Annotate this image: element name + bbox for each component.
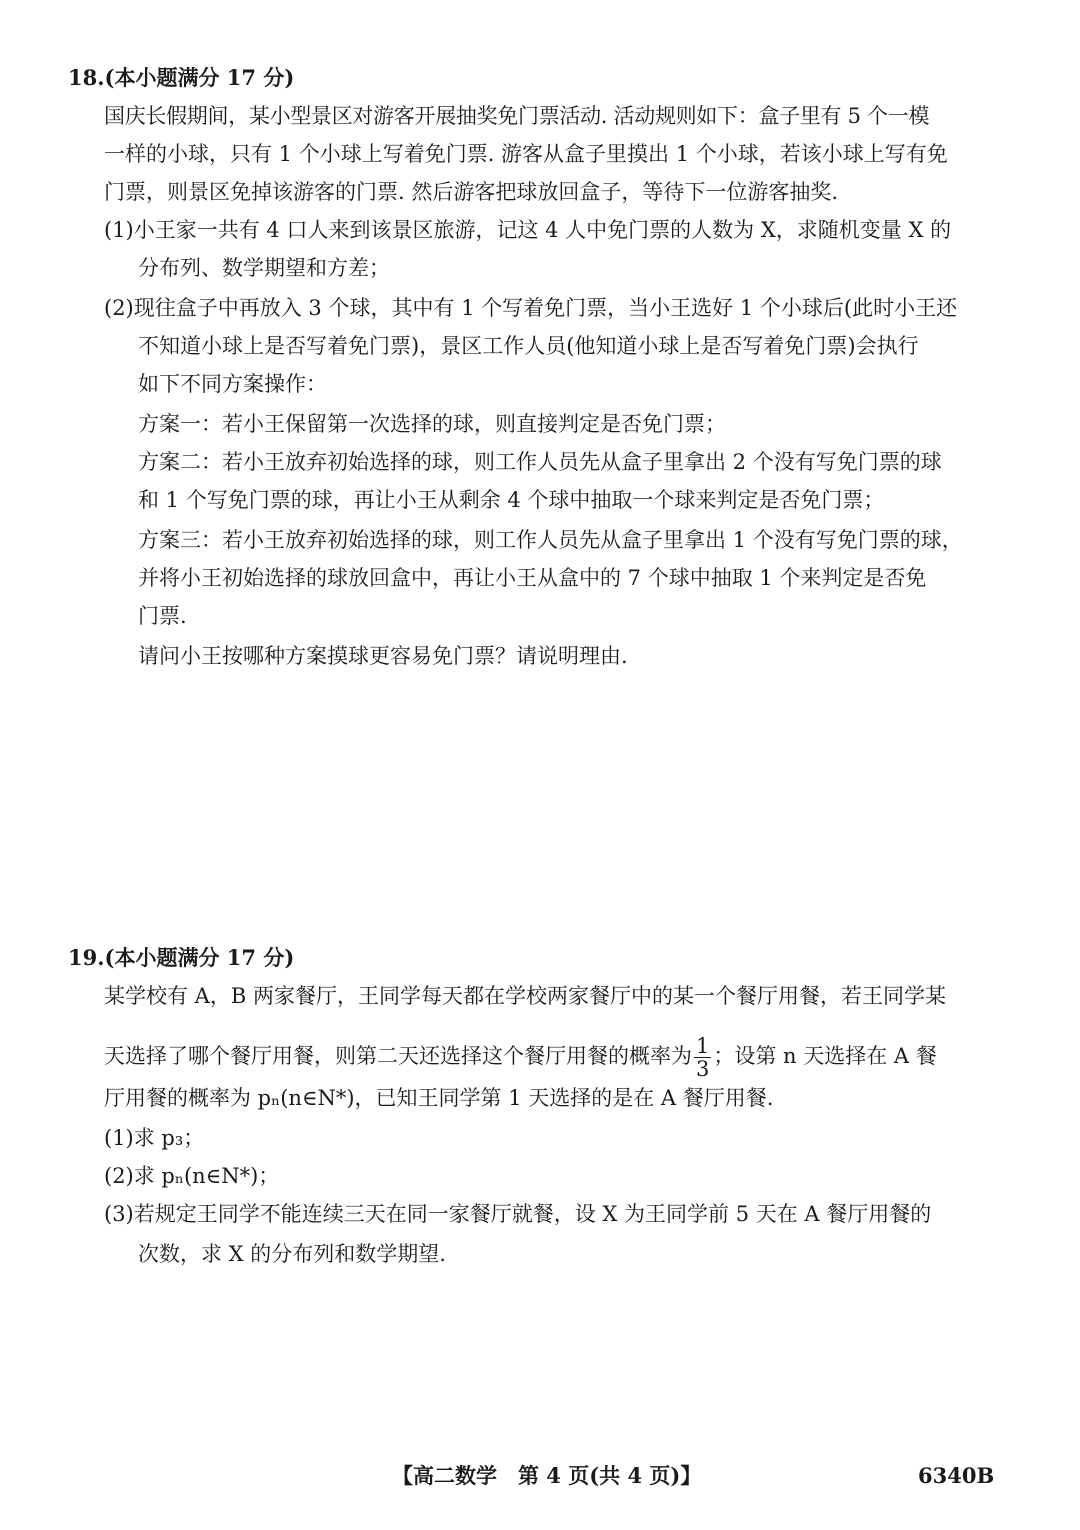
q19-line-3: 厅用餐的概率为 pₙ(n∈N*)，已知王同学第 1 天选择的是在 A 餐厅用餐. bbox=[104, 1086, 774, 1110]
q18-line-3: 门票，则景区免掉该游客的门票. 然后游客把球放回盒子，等待下一位游客抽奖. bbox=[104, 180, 839, 204]
fraction-numerator: 1 bbox=[696, 1034, 710, 1058]
q19-line-2-post: ；设第 n 天选择在 A 餐 bbox=[713, 1044, 937, 1068]
q18-question: 请问小王按哪种方案摸球更容易免门票？请说明理由. bbox=[138, 644, 628, 668]
q19-line-2 bbox=[104, 1032, 937, 1080]
q19-header: 19.(本小题满分 17 分) bbox=[68, 945, 295, 970]
q18-part1-line-1: (1)小王家一共有 4 口人来到该景区旅游，记这 4 人中免门票的人数为 X，求随机变量 X 的 bbox=[104, 218, 952, 242]
q19-line-2-pre: 天选择了哪个餐厅用餐，则第二天还选择这个餐厅用餐的概率为 bbox=[104, 1044, 692, 1068]
q18-plan-3-line-2: 并将小王初始选择的球放回盒中，再让小王从盒中的 7 个球中抽取 1 个来判定是否免 bbox=[138, 566, 927, 590]
q18-header: 18.(本小题满分 17 分) bbox=[68, 65, 295, 90]
q19-part2: (2)求 pₙ(n∈N*)； bbox=[104, 1164, 280, 1188]
page-footer: 【高二数学 第 4 页(共 4 页)】 bbox=[392, 1463, 702, 1488]
q18-part2-line-3: 如下不同方案操作： bbox=[138, 372, 327, 396]
q18-part2-line-2: 不知道小球上是否写着免门票)，景区工作人员(他知道小球上是否写着免门票)会执行 bbox=[138, 334, 919, 358]
q18-part2-line-1: (2)现往盒子中再放入 3 个球，其中有 1 个写着免门票，当小王选好 1 个小球后(此时小王还 bbox=[104, 296, 958, 320]
q18-plan-2-line-1: 方案二：若小王放弃初始选择的球，则工作人员先从盒子里拿出 2 个没有写免门票的球 bbox=[138, 450, 942, 474]
q18-plan-3-line-3: 门票. bbox=[138, 604, 187, 628]
q19-part3-line-1: (3)若规定王同学不能连续三天在同一家餐厅就餐，设 X 为王同学前 5 天在 A 餐厅用餐的 bbox=[104, 1202, 932, 1226]
q19-line-1: 某学校有 A，B 两家餐厅，王同学每天都在学校两家餐厅中的某一个餐厅用餐，若王同学某 bbox=[104, 984, 946, 1008]
fraction-one-third bbox=[694, 1035, 711, 1080]
q18-line-1: 国庆长假期间，某小型景区对游客开展抽奖免门票活动. 活动规则如下：盒子里有 5 个一模 bbox=[104, 104, 930, 128]
q19-part1: (1)求 p₃； bbox=[104, 1126, 205, 1150]
q18-line-2: 一样的小球，只有 1 个小球上写着免门票. 游客从盒子里摸出 1 个小球，若该小球上写有免 bbox=[104, 142, 948, 166]
q18-part1-line-2: 分布列、数学期望和方差； bbox=[138, 256, 390, 280]
q19-part3-line-2: 次数，求 X 的分布列和数学期望. bbox=[138, 1242, 446, 1266]
q18-plan-1: 方案一：若小王保留第一次选择的球，则直接判定是否免门票； bbox=[138, 412, 726, 436]
fraction-denominator: 3 bbox=[696, 1057, 710, 1081]
exam-code: 6340B bbox=[918, 1463, 995, 1488]
q18-plan-2-line-2: 和 1 个写免门票的球，再让小王从剩余 4 个球中抽取一个球来判定是否免门票； bbox=[138, 488, 885, 512]
q18-plan-3-line-1: 方案三：若小王放弃初始选择的球，则工作人员先从盒子里拿出 1 个没有写免门票的球， bbox=[138, 528, 963, 552]
